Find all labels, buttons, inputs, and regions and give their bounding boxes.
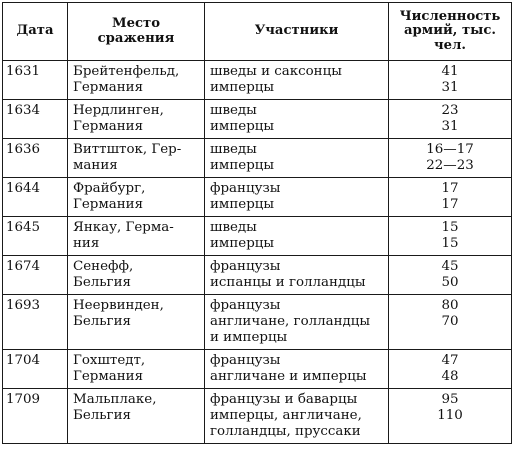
cell-place-line: Сенефф, bbox=[73, 259, 134, 274]
cell-participants bbox=[205, 217, 389, 256]
header-place-line-1: Место bbox=[112, 16, 160, 31]
cell-size-line: 31 bbox=[441, 80, 459, 95]
cell-place-line: Бельгия bbox=[73, 408, 131, 423]
cell-size-line: 15 bbox=[441, 236, 459, 251]
cell-participants bbox=[205, 256, 389, 295]
cell-place bbox=[68, 256, 205, 295]
cell-size-line: 17 bbox=[441, 181, 459, 196]
cell-date: 1709 bbox=[3, 389, 68, 444]
table-row bbox=[3, 256, 512, 295]
cell-size-line: 15 bbox=[441, 220, 459, 235]
cell-army-size bbox=[389, 178, 512, 217]
cell-place-line: Виттшток, Гер- bbox=[73, 142, 182, 157]
header-date-label: Дата bbox=[16, 23, 54, 39]
cell-participants-line: французы bbox=[210, 259, 281, 274]
table-row bbox=[3, 61, 512, 100]
cell-date: 1704 bbox=[3, 350, 68, 389]
cell-date: 1631 bbox=[3, 61, 68, 100]
cell-army-size bbox=[389, 61, 512, 100]
header-size-line-1: Численность bbox=[399, 8, 501, 24]
cell-participants-line: испанцы и голландцы bbox=[210, 275, 366, 290]
cell-place-line: Германия bbox=[73, 80, 144, 95]
cell-participants bbox=[205, 295, 389, 350]
cell-size-line: 45 bbox=[441, 259, 459, 274]
cell-place-line: Гохштедт, bbox=[73, 353, 146, 368]
cell-size-line: 47 bbox=[441, 353, 459, 368]
cell-place-line: Бельгия bbox=[73, 275, 131, 290]
cell-size-line: 16—17 bbox=[426, 142, 474, 157]
cell-participants-line: имперцы bbox=[210, 80, 275, 95]
cell-date: 1693 bbox=[3, 295, 68, 350]
cell-participants-line: имперцы bbox=[210, 197, 275, 212]
cell-participants-line: и имперцы bbox=[210, 330, 288, 345]
cell-army-size bbox=[389, 217, 512, 256]
cell-size-line: 50 bbox=[441, 275, 459, 290]
cell-participants bbox=[205, 139, 389, 178]
cell-place-line: Брейтенфельд, bbox=[73, 64, 180, 79]
cell-participants bbox=[205, 100, 389, 139]
header-participants-label: Участники bbox=[254, 23, 339, 39]
cell-participants-line: французы и баварцы bbox=[210, 392, 358, 407]
cell-place bbox=[68, 178, 205, 217]
header-size-line-2: армий, тыс. bbox=[404, 23, 496, 39]
cell-participants-line: имперцы bbox=[210, 119, 275, 134]
header-place-line-2: сражения bbox=[97, 30, 175, 46]
cell-participants-line: шведы и саксонцы bbox=[210, 64, 342, 79]
cell-size-line: 22—23 bbox=[426, 158, 474, 173]
cell-place bbox=[68, 217, 205, 256]
cell-army-size bbox=[389, 389, 512, 444]
cell-participants-line: французы bbox=[210, 298, 281, 313]
cell-participants-line: шведы bbox=[210, 103, 257, 118]
cell-place-line: мания bbox=[73, 158, 118, 173]
table-header-row bbox=[3, 3, 512, 61]
cell-participants-line: англичане, голландцы bbox=[210, 314, 371, 329]
cell-place-line: Нердлинген, bbox=[73, 103, 164, 118]
cell-place-line: Неервинден, bbox=[73, 298, 164, 313]
cell-participants-line: французы bbox=[210, 353, 281, 368]
cell-participants-line: голландцы, пруссаки bbox=[210, 424, 361, 439]
cell-date: 1636 bbox=[3, 139, 68, 178]
header-participants bbox=[205, 3, 389, 61]
cell-size-line: 17 bbox=[441, 197, 459, 212]
cell-place-line: Германия bbox=[73, 197, 144, 212]
cell-participants bbox=[205, 389, 389, 444]
table-row bbox=[3, 100, 512, 139]
cell-place-line: Германия bbox=[73, 369, 144, 384]
table-row bbox=[3, 295, 512, 350]
cell-place-line: ния bbox=[73, 236, 100, 251]
cell-participants-line: имперцы, англичане, bbox=[210, 408, 362, 423]
cell-army-size bbox=[389, 100, 512, 139]
cell-date: 1674 bbox=[3, 256, 68, 295]
table-row bbox=[3, 217, 512, 256]
cell-army-size bbox=[389, 295, 512, 350]
cell-participants bbox=[205, 61, 389, 100]
cell-size-line: 48 bbox=[441, 369, 459, 384]
header-army-size bbox=[389, 3, 512, 61]
cell-place-line: Мальплаке, bbox=[73, 392, 157, 407]
cell-place bbox=[68, 295, 205, 350]
cell-participants-line: французы bbox=[210, 181, 281, 196]
cell-place bbox=[68, 100, 205, 139]
table-row bbox=[3, 178, 512, 217]
cell-place bbox=[68, 139, 205, 178]
cell-participants-line: англичане и имперцы bbox=[210, 369, 367, 384]
header-place bbox=[68, 3, 205, 61]
cell-place bbox=[68, 389, 205, 444]
table-row bbox=[3, 350, 512, 389]
cell-participants-line: шведы bbox=[210, 220, 257, 235]
cell-place bbox=[68, 350, 205, 389]
cell-date: 1634 bbox=[3, 100, 68, 139]
header-date bbox=[3, 3, 68, 61]
cell-size-line: 31 bbox=[441, 119, 459, 134]
cell-place bbox=[68, 61, 205, 100]
cell-size-line: 80 bbox=[441, 298, 459, 313]
cell-army-size bbox=[389, 350, 512, 389]
cell-place-line: Бельгия bbox=[73, 314, 131, 329]
cell-date: 1644 bbox=[3, 178, 68, 217]
cell-army-size bbox=[389, 256, 512, 295]
battles-table-container bbox=[2, 2, 511, 444]
cell-size-line: 23 bbox=[441, 103, 459, 118]
cell-place-line: Янкау, Герма- bbox=[73, 220, 174, 235]
cell-size-line: 70 bbox=[441, 314, 459, 329]
battles-table bbox=[2, 2, 512, 444]
cell-place-line: Фрайбург, bbox=[73, 181, 146, 196]
cell-size-line: 95 bbox=[441, 392, 459, 407]
cell-size-line: 110 bbox=[437, 408, 463, 423]
cell-army-size bbox=[389, 139, 512, 178]
cell-place-line: Германия bbox=[73, 119, 144, 134]
cell-date: 1645 bbox=[3, 217, 68, 256]
cell-participants-line: имперцы bbox=[210, 236, 275, 251]
header-size-line-3: чел. bbox=[434, 37, 466, 53]
table-row bbox=[3, 389, 512, 444]
cell-participants-line: шведы bbox=[210, 142, 257, 157]
cell-size-line: 41 bbox=[441, 64, 459, 79]
cell-participants-line: имперцы bbox=[210, 158, 275, 173]
cell-participants bbox=[205, 350, 389, 389]
table-row bbox=[3, 139, 512, 178]
cell-participants bbox=[205, 178, 389, 217]
